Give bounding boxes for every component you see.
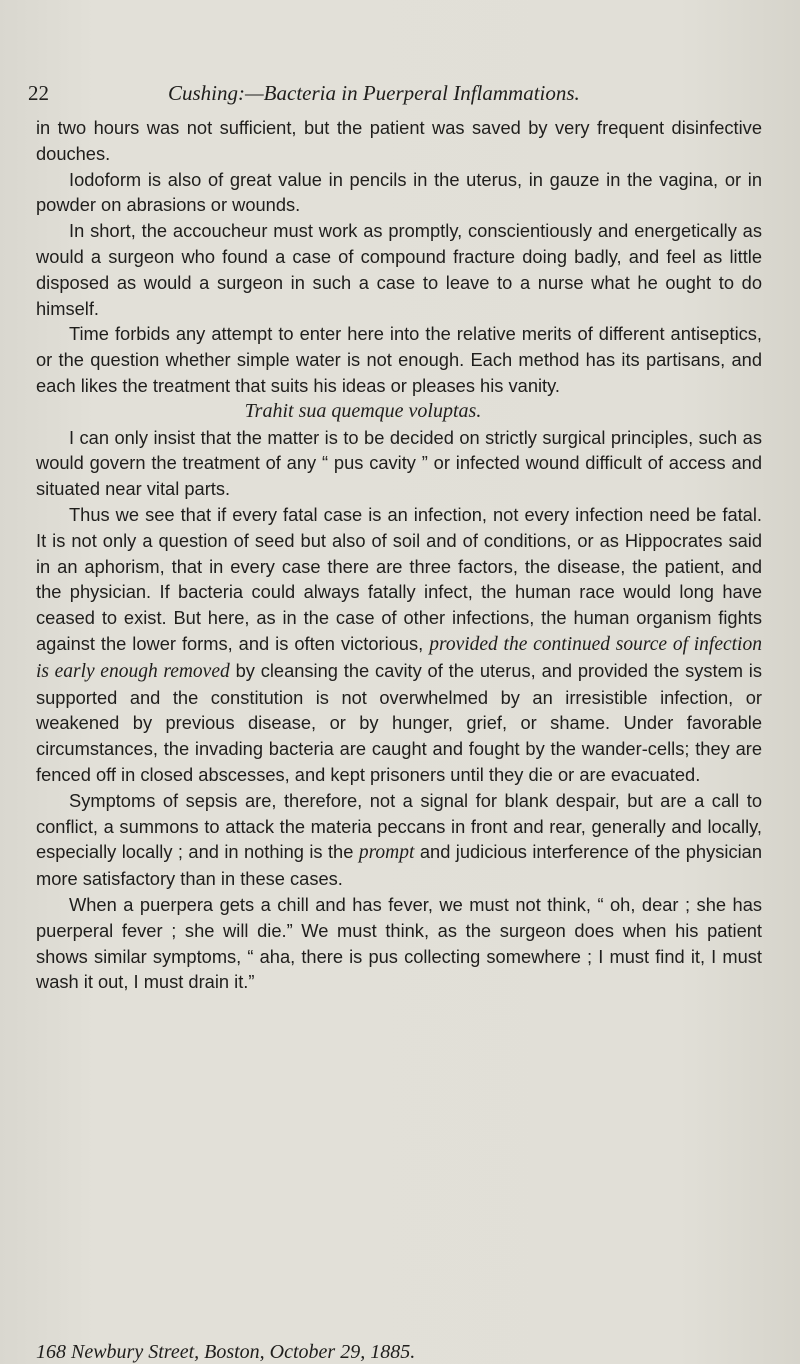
paragraph-accoucheur: In short, the accoucheur must work as promptly, conscientiously and energetically as would a surgeon who found a case of compound fracture doing badly, and feel as little disposed as would a surgeon in such a case to leave to a nurse what he ought to do himself.: [36, 220, 762, 319]
signature-address: 168 Newbury Street, Boston, October 29, 1885.: [36, 1341, 416, 1363]
latin-motto: Trahit sua quemque voluptas.: [244, 399, 482, 422]
paragraph-surgical-principles: I can only insist that the matter is to be decided on strictly surgical principles, such as would govern the treatment of any “ pus cavity ” or infected wound difficult of access and situated near vital parts.: [36, 426, 762, 500]
body-text: [36, 115, 762, 995]
paragraph-continuation: in two hours was not sufficient, but the patient was saved by very frequent disinfective douches.: [36, 117, 762, 164]
page-number: 22: [28, 81, 49, 105]
paragraph-infection-text-1: Thus we see that if every fatal case is an infection, not every infection need be fatal. It is not only a question of seed but also of soil and of conditions, or as Hippocrates said in an aphorism, that in every case there are three factors, the disease, the patient, and the physician. If bacteria could always fatally infect, the human race would long have ceased to exist. But here, as in the case of other infections, the human organism fights against the lower forms, and is often victorious,: [36, 503, 762, 654]
page-header: [28, 78, 768, 108]
paragraph-sepsis-text-2: and judicious interference of the physician more satisfactory than in these cases.: [36, 841, 762, 890]
paragraph-infection-text-2: by cleansing the cavity of the uterus, and provided the system is supported and the constitution is not overwhelmed by an irresistible infection, or weakened by previous disease, or by hunger, grief, or shame. Under favorable circumstances, the invading bacteria are caught and fought by the wander-cells; they are fenced off in closed abscesses, and kept prisoners until they die or are evacuated.: [36, 659, 762, 785]
paragraph-sepsis: [36, 788, 762, 892]
paragraph-sepsis-italic: prompt: [358, 842, 415, 864]
paragraph-iodoform: Iodoform is also of great value in pencils in the uterus, in gauze in the vagina, or in powder on abrasions or wounds.: [36, 168, 762, 216]
paragraph-infection-italic: provided the continued source of infection is early enough removed: [36, 633, 762, 682]
paragraph-puerpera: When a puerpera gets a chill and has fever, we must not think, “ oh, dear ; she has puerperal fever ; she will die.” We must think, as the surgeon does when his patient shows similar symptoms, “ aha, there is pus collecting somewhere ; I must find it, I must wash it out, I must drain it.”: [36, 893, 762, 993]
running-title: Cushing:—Bacteria in Puerperal Inflammations.: [168, 81, 580, 105]
paragraph-sepsis-text-1: Symptoms of sepsis are, therefore, not a signal for blank despair, but are a call to conflict, a summons to attack the materia peccans in front and rear, generally and locally, especially locally ; and in nothing is the: [36, 789, 762, 863]
paragraph-antiseptics: Time forbids any attempt to enter here into the relative merits of different antiseptics, or the question whether simple water is not enough. Each method has its partisans, and each likes the treatment that suits his ideas or pleases his vanity.: [36, 323, 762, 396]
paragraph-infection: [36, 502, 762, 788]
